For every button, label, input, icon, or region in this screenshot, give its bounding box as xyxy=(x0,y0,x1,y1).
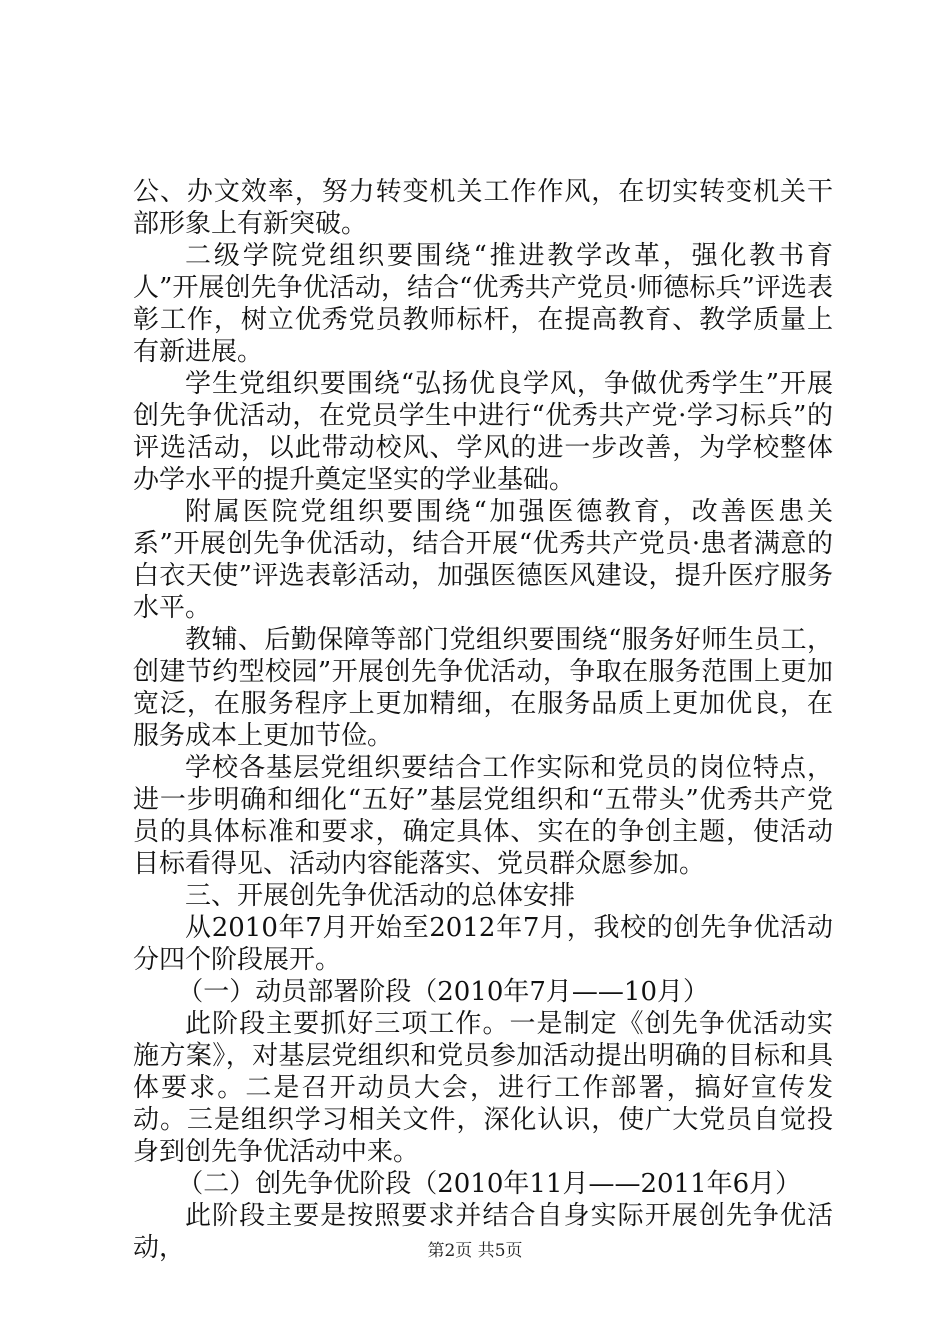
paragraph-grassroots-orgs: 学校各基层党组织要结合工作实际和党员的岗位特点，进一步明确和细化“五好”基层党组织和“五带头”优秀共产党员的具体标准和要求，确定具体、实在的争创主题，使活动目标看得见、活动内容能落实、党员群众愿参加。 xyxy=(133,753,833,879)
paragraph-four-stages: 从2010年7月开始至2012年7月，我校的创先争优活动分四个阶段展开。 xyxy=(133,913,833,975)
paragraph-secondary-colleges: 二级学院党组织要围绕“推进教学改革，强化教书育人”开展创先争优活动，结合“优秀共产党员·师德标兵”评选表彰工作，树立优秀党员教师标杆，在提高教育、教学质量上有新进展。 xyxy=(133,241,833,367)
subheading-excellence-stage: （二）创先争优阶段（2010年11月——2011年6月） xyxy=(177,1169,802,1199)
section-heading-overall-arrangement: 三、开展创先争优活动的总体安排 xyxy=(185,881,576,911)
paragraph-affiliated-hospital: 附属医院党组织要围绕“加强医德教育，改善医患关系”开展创先争优活动，结合开展“优秀共产党员·患者满意的白衣天使”评选表彰活动，加强医德医风建设，提升医疗服务水平。 xyxy=(133,497,833,623)
paragraph-support-departments: 教辅、后勤保障等部门党组织要围绕“服务好师生员工，创建节约型校园”开展创先争优活动，争取在服务范围上更加宽泛，在服务程序上更加精细，在服务品质上更加优良，在服务成本上更加节俭。 xyxy=(133,625,833,751)
page-number-footer: 第2页 共5页 xyxy=(427,1241,523,1261)
paragraph-mobilization-details: 此阶段主要抓好三项工作。一是制定《创先争优活动实施方案》，对基层党组织和党员参加活动提出明确的目标和具体要求。二是召开动员大会，进行工作部署，搞好宣传发动。三是组织学习相关文件，深化认识，使广大党员自觉投身到创先争优活动中来。 xyxy=(133,1009,833,1167)
document-body xyxy=(133,176,833,1264)
paragraph-excellence-details: 此阶段主要是按照要求并结合自身实际开展创先争优活动， xyxy=(133,1201,833,1263)
paragraph-student-party: 学生党组织要围绕“弘扬优良学风，争做优秀学生”开展创先争优活动，在党员学生中进行“优秀共产党·学习标兵”的评选活动，以此带动校风、学风的进一步改善，为学校整体办学水平的提升奠定坚实的学业基础。 xyxy=(133,369,833,495)
paragraph-continuation: 公、办文效率，努力转变机关工作作风，在切实转变机关干部形象上有新突破。 xyxy=(133,177,833,239)
subheading-mobilization-stage: （一）动员部署阶段（2010年7月——10月） xyxy=(177,977,709,1007)
